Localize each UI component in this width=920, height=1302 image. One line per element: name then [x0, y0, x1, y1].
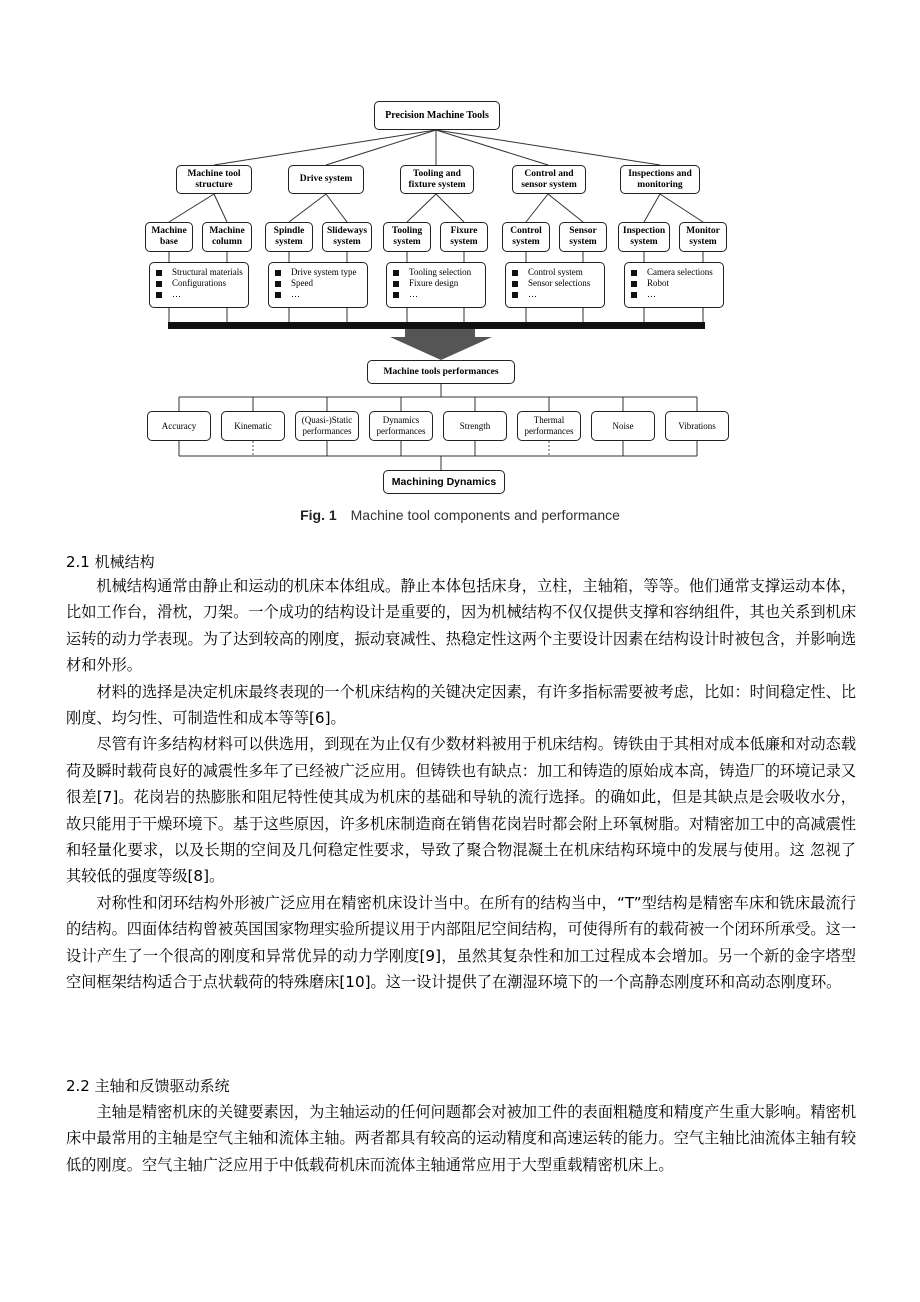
bullet-icon [156, 270, 162, 276]
performance-node: Dynamics performances [369, 411, 433, 441]
figure-caption [0, 507, 920, 523]
subsystem-node: Tooling system [383, 222, 431, 252]
bullet-list [624, 262, 724, 308]
bullet-text: Sensor selections [528, 278, 591, 288]
bullet-text: Camera selections [647, 267, 713, 277]
bullet-icon [393, 292, 399, 298]
bullet-text: Drive system type [291, 267, 357, 277]
bullet-text: Structural materials [172, 267, 243, 277]
bullet-icon [631, 281, 637, 287]
bullet-text: Control system [528, 267, 583, 277]
top-node: Precision Machine Tools [374, 101, 500, 130]
bullet-icon [156, 281, 162, 287]
bullet-icon [512, 270, 518, 276]
paragraph: 机械结构通常由静止和运动的机床本体组成。静止本体包括床身，立柱，主轴箱，等等。他们通常支撑运动本体，比如工作台，滑枕，刀架。一个成功的结构设计是重要的，因为机械结构不仅仅提供支撑和容纳组件，其也关系到机床运转的动力学表现。为了达到较高的刚度，振动衰减性、热稳定性这两个主要设计因素在结构设计时被包含，并影响选材和外形。 [66, 577, 856, 675]
bullet-text: Tooling selection [409, 267, 472, 277]
bullet-icon [275, 270, 281, 276]
bullet-icon [631, 292, 637, 298]
subsystem-node: Spindle system [265, 222, 313, 252]
performance-node: Thermal performances [517, 411, 581, 441]
subsystem-node: Monitor system [679, 222, 727, 252]
section-heading: 2.2 主轴和反馈驱动系统 [66, 1077, 230, 1095]
performance-node: (Quasi-)Static performances [295, 411, 359, 441]
figure-1 [0, 0, 920, 540]
bullet-text: … [528, 289, 537, 299]
bullet-icon [275, 292, 281, 298]
performance-node: Vibrations [665, 411, 729, 441]
bullet-text: … [647, 289, 656, 299]
paragraph: 主轴是精密机床的关键要素因，为主轴运动的任何问题都会对被加工件的表面粗糙度和精度产生重大影响。精密机床中最常用的主轴是空气主轴和流体主轴。两者都具有较高的运动精度和高速运转的能力。空气主轴比油流体主轴有较低的刚度。空气主轴广泛应用于中低载荷机床而流体主轴通常应用于大型重载精密机床上。 [66, 1103, 856, 1174]
subsystem-node: Fixure system [440, 222, 488, 252]
subsystem-node: Sensor system [559, 222, 607, 252]
bullet-icon [156, 292, 162, 298]
bullet-icon [631, 270, 637, 276]
performance-node: Strength [443, 411, 507, 441]
machining-dynamics-node: Machining Dynamics [383, 470, 505, 494]
bullet-text: Robot [647, 278, 670, 288]
performance-node: Noise [591, 411, 655, 441]
paragraph: 尽管有许多结构材料可以供选用，到现在为止仅有少数材料被用于机床结构。铸铁由于其相对成本低廉和对动态载荷及瞬时载荷良好的减震性多年了已经被广泛应用。但铸铁也有缺点：加工和铸造的原始成本高，铸造厂的环境记录又很差[7]。花岗岩的热膨胀和阻尼特性使其成为机床的基础和导轨的流行选择。的确如此，但是其缺点是会吸收水分，故只能用于干燥环境下。基于这些原因，许多机床制造商在销售花岗岩时都会附上环氧树脂。对精密加工中的高减震性和轻量化要求，以及长期的空间及几何稳定性要求，导致了聚合物混凝土在机床结构环境中的发展与使用。这 忽视了其较低的强度等级[8]。 [66, 735, 856, 886]
category-node: Control and sensor system [512, 165, 586, 194]
caption-text: Machine tool components and performance [350, 507, 620, 523]
bullet-list [149, 262, 249, 308]
bullet-icon [393, 270, 399, 276]
bullet-text: … [291, 289, 300, 299]
subsystem-node: Machine base [145, 222, 193, 252]
bullet-text: Fixure design [409, 278, 459, 288]
bullet-icon [512, 281, 518, 287]
subsystem-node: Machine column [202, 222, 252, 252]
category-node: Inspections and monitoring [620, 165, 700, 194]
subsystem-node: Control system [502, 222, 550, 252]
performance-title-node: Machine tools performances [367, 360, 515, 384]
paragraph: 材料的选择是决定机床最终表现的一个机床结构的关键决定因素，有许多指标需要被考虑，比如：时间稳定性、比刚度、均匀性、可制造性和成本等等[6]。 [66, 682, 856, 728]
bullet-icon [512, 292, 518, 298]
subsystem-node: Inspection system [618, 222, 670, 252]
bullet-list [268, 262, 368, 308]
section-body [66, 573, 856, 996]
bullet-text: … [409, 289, 418, 299]
performance-node: Kinematic [221, 411, 285, 441]
subsystem-node: Slideways system [322, 222, 372, 252]
category-node: Tooling and fixture system [400, 165, 474, 194]
caption-label: Fig. 1 [300, 507, 337, 523]
bullet-icon [275, 281, 281, 287]
performance-node: Accuracy [147, 411, 211, 441]
category-node: Drive system [288, 165, 364, 194]
bullet-icon [393, 281, 399, 287]
bullet-list [386, 262, 486, 308]
category-node: Machine tool structure [176, 165, 252, 194]
bullet-text: Speed [291, 278, 313, 288]
bullet-list [505, 262, 605, 308]
section-body [66, 1099, 856, 1178]
bullet-text: Configurations [172, 278, 226, 288]
paragraph: 对称性和闭环结构外形被广泛应用在精密机床设计当中。在所有的结构当中，“T”型结构是精密车床和铣床最流行的结构。四面体结构曾被英国国家物理实验所提议用于内部阻尼空间结构，可使得所有的载荷被一个闭环所承受。这一设计产生了一个很高的刚度和异常优异的动力学刚度[9]，虽然其复杂性和加工过程成本会增加。另一个新的金字塔型空间框架结构适合于点状载荷的特殊磨床[10]。这一设计提供了在潮湿环境下的一个高静态刚度环和高动态刚度环。 [66, 893, 856, 992]
bullet-text: … [172, 289, 181, 299]
section-heading: 2.1 机械结构 [66, 553, 155, 571]
